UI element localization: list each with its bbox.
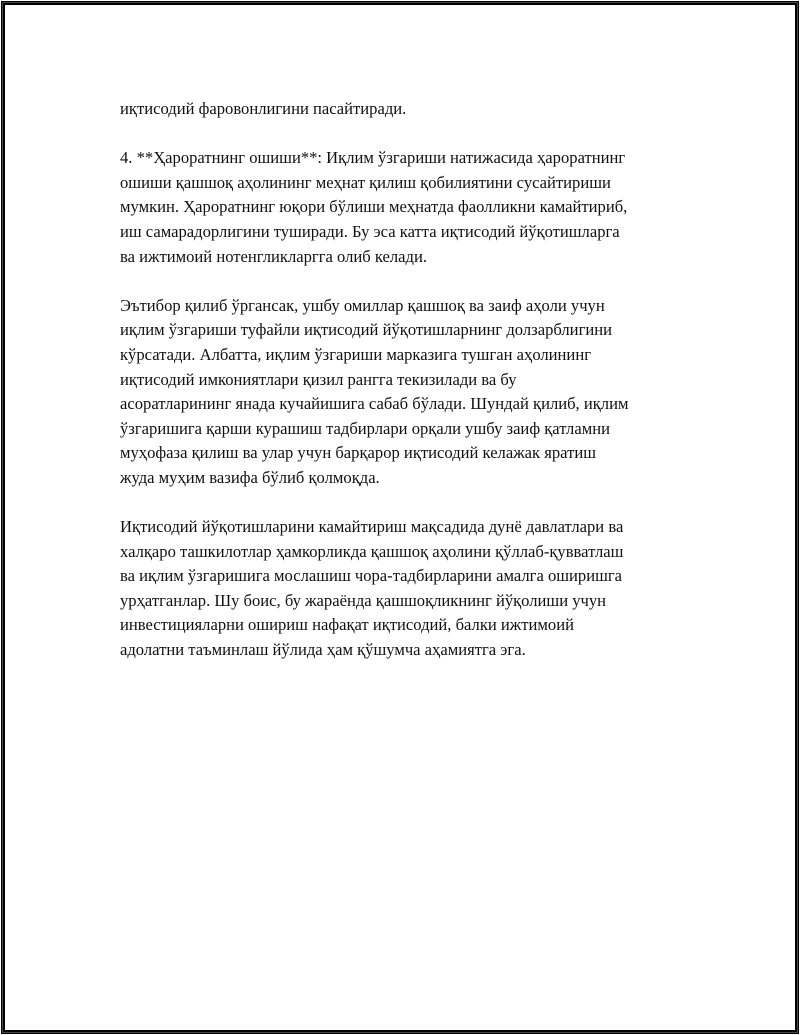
paragraph-2: 4. **Ҳароратнинг ошиши**: Иқлим ўзгариши натижасида ҳароратнинг ошиши қашшоқ аҳолининг меҳнат қилиш қобилиятини сусайтириши мумкин. Ҳароратнинг юқори бўлиши меҳнатда фаолликни камайтириб, иш самарадорлигини туширади. Бу эса катта иқтисодий йўқотишларга ва ижтимоий нотенгликларгга олиб келади. bbox=[120, 148, 628, 266]
paragraph-4: Иқтисодий йўқотишларини камайтириш мақсадида дунё давлатлари ва халқаро ташкилотлар ҳамкорликда қашшоқ аҳолини қўллаб-қувватлаш ва иқлим ўзгаришига мослашиш чора-тадбирларини амалга оширишга урҳатганлар. Шу боис, бу жараёнда қашшоқликнинг йўқолиши учун инвестицияларни ошириш нафақат иқтисодий, балки ижтимоий адолатни таъминлаш йўлида ҳам қўшумча аҳамиятга эга. bbox=[120, 517, 624, 660]
paragraph-3: Эътибор қилиб ўргансак, ушбу омиллар қашшоқ ва заиф аҳоли учун иқлим ўзгариши туфайли иқтисодий йўқотишларнинг долзарблигини кўрсатади. Албатта, иқлим ўзгариши марказига тушган аҳолининг иқтисодий имкониятлари қизил рангга текизилади ва бу асоратларининг янада кучайишига сабаб бўлади. Шундай қилиб, иқлим ўзгаришига қарши курашиш тадбирлари орқали ушбу заиф қатламни муҳофаза қилиш ва улар учун барқарор иқтисодий келажак яратиш жуда муҳим вазифа бўлиб қолмоқда. bbox=[120, 295, 629, 487]
document-body bbox=[120, 97, 720, 687]
paragraph-1: иқтисодий фаровонлигини пасайтиради. bbox=[120, 99, 407, 118]
page-frame bbox=[3, 3, 797, 1032]
